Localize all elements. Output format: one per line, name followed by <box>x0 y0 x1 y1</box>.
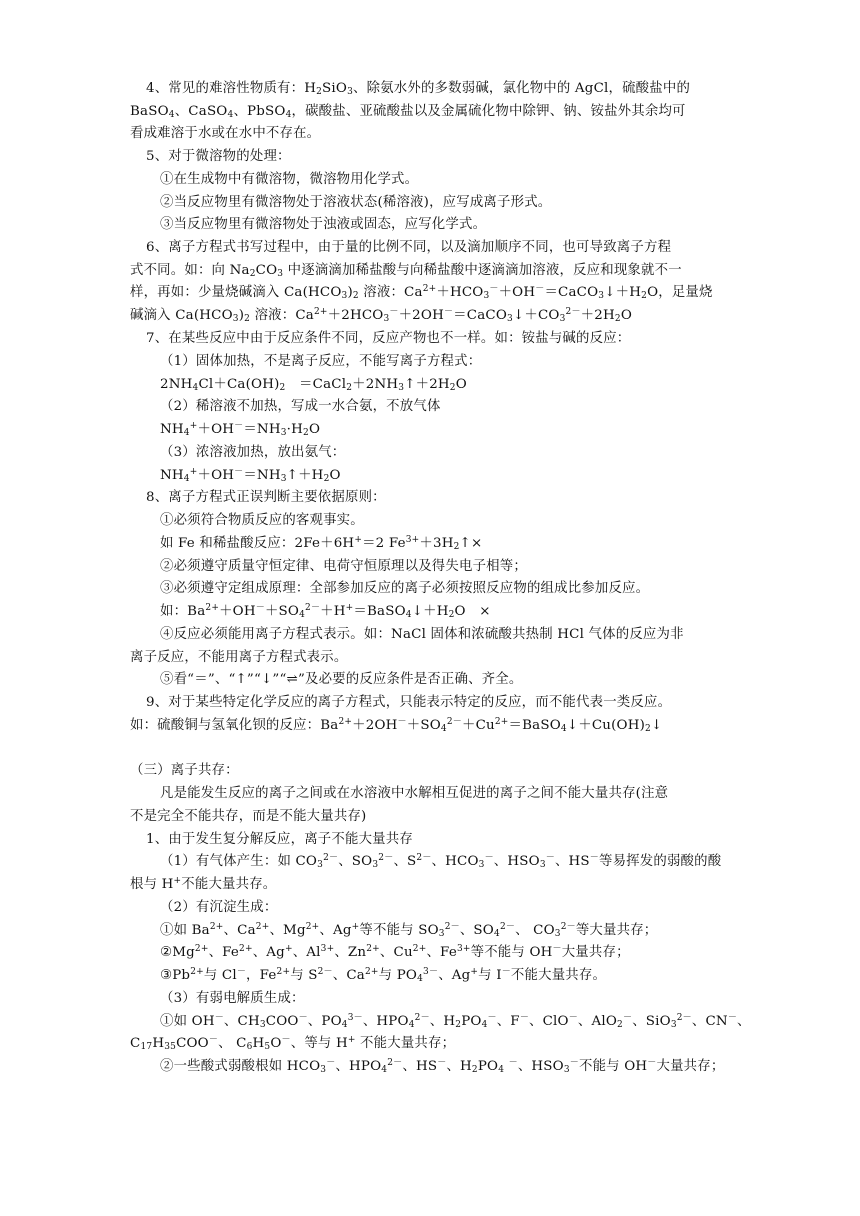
text-line: ②一些酸式弱酸根如 $HCO_3^-$、$HPO_4^{2-}$、HS－、$H_2PO_4$ －、$HSO_3^-$不能与 OH－大量共存； <box>160 1058 725 1075</box>
text-line: （2）有沉淀生成： <box>160 900 278 915</box>
text-line: （1）固体加热，不是离子反应，不能写离子方程式： <box>160 354 482 369</box>
text-line: $②Mg^{2+}$、$Fe^{2+}$、Ag+、$Al^{3+}$、$Zn^{2+}$、$Cu^{2+}$、$Fe^{3+}$等不能与 OH－大量共存； <box>160 944 630 960</box>
text-line: 5、对于微溶物的处理： <box>146 149 291 164</box>
text-line: ①在生成物中有微溶物，微溶物用化学式。 <box>160 172 419 187</box>
text-line: （2）稀溶液不加热，写成一水合氨，不放气体 <box>160 399 441 414</box>
text-line: ②必须遵守质量守恒定律、电荷守恒原理以及得失电子相等； <box>160 559 527 574</box>
text-line: ①必须符合物质反应的客观事实。 <box>160 513 364 528</box>
text-line: ③当反应物里有微溶物处于浊液或固态，应写化学式。 <box>160 217 487 232</box>
text-line: ②当反应物里有微溶物处于溶液状态(稀溶液)，应写成离子形式。 <box>160 195 552 210</box>
text-line: 如：$Ba^{2+}+OH^-+SO_4^{2-}+H^+=BaSO_4↓+H_2O$ × <box>160 603 491 620</box>
text-line: 不是完全不能共存，而是不能大量共存) <box>130 809 367 824</box>
text-line: $C_{17}H_{35}COO^-$、 $C_6H_5O^-$、等与 H+ 不能大量共存； <box>130 1035 456 1052</box>
text-line: （3）有弱电解质生成： <box>160 991 305 1006</box>
text-line: $NH_4^++OH^-=NH_3↑+H_2O$ <box>160 467 341 484</box>
section-heading: （三）离子共存： <box>130 763 239 778</box>
text-line: 碱滴入 $Ca(HCO_3)_2$ 溶液：$Ca^{2+}+2HCO_3^-+2OH^-=CaCO_3↓+CO_3^{2-}+2H_2O$ <box>130 307 632 324</box>
text-line: BaSO$_4$、CaSO$_4$、PbSO$_4$，碳酸盐、亚硫酸盐以及金属硫化物中除钾、钠、铵盐外其余均可 <box>130 104 686 120</box>
text-line: ③必须遵守定组成原理：全部参加反应的离子必须按照反应物的组成比参加反应。 <box>160 581 650 596</box>
text-line: 看成难溶于水或在水中不存在。 <box>130 126 321 141</box>
text-line: 根与 H+不能大量共存。 <box>130 876 277 892</box>
text-line: 凡是能发生反应的离子之间或在水溶液中水解相互促进的离子之间不能大量共存(注意 <box>160 786 669 801</box>
text-line: ①如 OH－、$CH_3COO^-$、$PO_4^{3-}$、$HPO_4^{2-}$、$H_2PO_4^-$、F－、ClO－、AlO$_2$－、SiO$_3^{2-}$、CN－、 <box>160 1013 751 1030</box>
text-line: ①如 $Ba^{2+}$、$Ca^{2+}$、$Mg^{2+}$、Ag+等不能与 $SO_3^{2-}$、$SO_4^{2-}$、 $CO_3^{2-}$等大量共存； <box>160 922 658 939</box>
text-line: $③Pb^{2+}$与 Cl－，$Fe^{2+}$与 $S^{2-}$、$Ca^{2+}$与 $PO_4^{3-}$、Ag+与 I－不能大量共存。 <box>160 967 607 984</box>
text-line: ⑤看“＝”、“↑”“↓”“⇌”及必要的反应条件是否正确、齐全。 <box>160 672 523 687</box>
text-line: 4、常见的难溶性物质有：$H_2SiO_3$、除氨水外的多数弱碱，氯化物中的 AgCl，硫酸盐中的 <box>146 81 691 97</box>
text-line: 如 Fe 和稀盐酸反应：2Fe＋6H+＝2 $Fe^{3+}+3H_2↑\times$ <box>160 535 483 552</box>
text-line: $2NH_4Cl+Ca(OH)_2$ $=CaCl_2+2NH_3↑+2H_2O$ <box>160 377 467 393</box>
text-line: （3）浓溶液加热，放出氨气： <box>160 445 346 460</box>
text-line: 式不同。如：向 $Na_2CO_3$ 中逐滴滴加稀盐酸与向稀盐酸中逐滴滴加溶液，反应和现象就不一 <box>130 263 682 279</box>
text-line: 7、在某些反应中由于反应条件不同，反应产物也不一样。如：铵盐与碱的反应： <box>146 331 631 346</box>
text-line: 1、由于发生复分解反应，离子不能大量共存 <box>146 832 413 847</box>
text-line: $NH_4^++OH^-=NH_3\cdot H_2O$ <box>160 421 321 438</box>
text-line: 样，再如：少量烧碱滴入 $Ca(HCO_3)_2$ 溶液：$Ca^{2+}+HCO_3^-+OH^-=CaCO_3↓+H_2O$，足量烧 <box>130 284 713 301</box>
text-line: 6、离子方程式书写过程中，由于量的比例不同，以及滴加顺序不同，也可导致离子方程 <box>146 240 672 255</box>
text-line: （1）有气体产生：如 $CO_3^{2-}$、$SO_3^{2-}$、$S^{2-}$、$HCO_3^-$、$HSO_3^-$、HS－等易挥发的弱酸的酸 <box>160 853 722 870</box>
text-line: ④反应必须能用离子方程式表示。如：NaCl 固体和浓硫酸共热制 HCl 气体的反应为非 <box>160 627 684 642</box>
text-line: 如：硫酸铜与氢氧化钡的反应：$Ba^{2+}+2OH^-+SO_4^{2-}+Cu^{2+}=BaSO_4↓+Cu(OH)_2↓$ <box>130 717 663 734</box>
text-line: 9、对于某些特定化学反应的离子方程式，只能表示特定的反应，而不能代表一类反应。 <box>146 695 672 710</box>
text-line: 离子反应，不能用离子方程式表示。 <box>130 650 348 665</box>
text-line: 8、离子方程式正误判断主要依据原则： <box>146 490 386 505</box>
